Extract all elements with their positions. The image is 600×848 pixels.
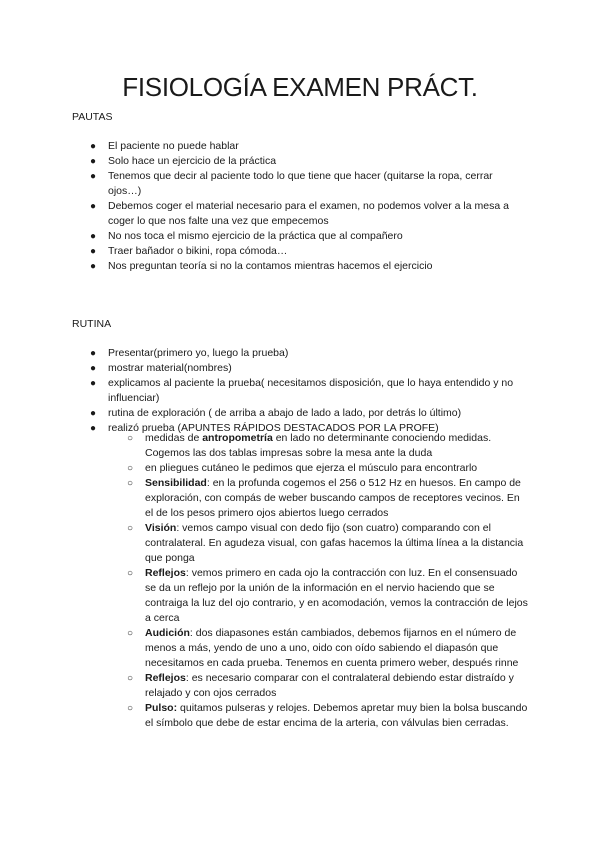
list-item: ● explicamos al paciente la prueba( necesitamos disposición, que lo haya entendido y no influenciar) [90, 377, 514, 404]
sub-list-item: ○ en pliegues cutáneo le pedimos que ejerza el músculo para encontrarlo [127, 462, 478, 474]
sub-list-item: ○ Reflejos: es necesario comparar con el contralateral debiendo estar distraído y relajado y con ojos cerrados [127, 672, 514, 699]
pautas-list [90, 139, 528, 274]
bullet-icon: ● [90, 156, 97, 167]
rutina-sublist [127, 431, 528, 731]
circle-bullet-icon: ○ [127, 523, 134, 534]
bullet-icon: ● [90, 246, 97, 257]
rutina-list [90, 346, 528, 436]
bullet-icon: ● [90, 423, 97, 434]
list-item: ● Solo hace un ejercicio de la práctica [90, 155, 277, 167]
bullet-icon: ● [90, 408, 97, 419]
list-item: ● Tenemos que decir al paciente todo lo que tiene que hacer (quitarse la ropa, cerrar ojos…) [90, 170, 493, 197]
list-item: ● No nos toca el mismo ejercicio de la práctica que al compañero [90, 230, 403, 242]
list-item: ● Debemos coger el material necesario para el examen, no podemos volver a la mesa a coger lo que nos falte una vez que empecemos [90, 200, 509, 227]
circle-bullet-icon: ○ [127, 433, 134, 444]
list-item: ● realizó prueba (APUNTES RÁPIDOS DESTACADOS POR LA PROFE) [90, 422, 439, 434]
list-item: ● Nos preguntan teoría si no la contamos mientras hacemos el ejercicio [90, 260, 433, 272]
list-item: ● Presentar(primero yo, luego la prueba) [90, 347, 289, 359]
sub-list-item: ○ Audición: dos diapasones están cambiados, debemos fijarnos en el número de menos a más, yendo de uno a uno, oido con oído sabiendo el diapasón que necesitamos en cada prueba. Tenemos en cuenta primero weber, después rinne [127, 627, 519, 669]
sub-list-item: ○ Visión: vemos campo visual con dedo fijo (son cuatro) comparando con el contralateral. En agudeza visual, con gafas hacemos la última línea a la distancia que ponga [127, 522, 524, 564]
bullet-icon: ● [90, 141, 97, 152]
bullet-icon: ● [90, 363, 97, 374]
list-item: ● El paciente no puede hablar [90, 140, 239, 152]
circle-bullet-icon: ○ [127, 628, 134, 639]
bullet-icon: ● [90, 261, 97, 272]
circle-bullet-icon: ○ [127, 568, 134, 579]
circle-bullet-icon: ○ [127, 463, 134, 474]
list-item: ● mostrar material(nombres) [90, 362, 232, 374]
circle-bullet-icon: ○ [127, 703, 134, 714]
bullet-icon: ● [90, 378, 97, 389]
sub-list-item: ○ medidas de antropometría en lado no determinante conociendo medidas. Cogemos las dos tablas impresas sobre la mesa ante la duda [127, 432, 492, 459]
document-title: FISIOLOGÍA EXAMEN PRÁCT. [122, 72, 478, 102]
circle-bullet-icon: ○ [127, 478, 134, 489]
bullet-icon: ● [90, 171, 97, 182]
sub-list-item: ○ Sensibilidad: en la profunda cogemos el 256 o 512 Hz en huesos. En campo de exploración, con compás de weber buscando campos de receptores vecinos. En el de los pesos primero ojos abiertos luego cerrados [127, 477, 521, 519]
list-item: ● rutina de exploración ( de arriba a abajo de lado a lado, por detrás lo último) [90, 407, 462, 419]
sub-list-item: ○ Reflejos: vemos primero en cada ojo la contracción con luz. En el consensuado se da un reflejo por la unión de la información en el nervio haciendo que se contraiga la luz del ojo contrario, y en acomodación, vemos la contracción de lejos a cerca [127, 567, 528, 624]
pautas-heading: PAUTAS [72, 111, 113, 123]
bullet-icon: ● [90, 201, 97, 212]
list-item: ● Traer bañador o bikini, ropa cómoda… [90, 245, 288, 257]
bullet-icon: ● [90, 348, 97, 359]
rutina-heading: RUTINA [72, 318, 112, 330]
bullet-icon: ● [90, 231, 97, 242]
sub-list-item: ○ Pulso: quitamos pulseras y relojes. Debemos apretar muy bien la bolsa buscando el símbolo que debe de estar encima de la arteria, con válvulas bien cerradas. [127, 702, 528, 729]
circle-bullet-icon: ○ [127, 673, 134, 684]
